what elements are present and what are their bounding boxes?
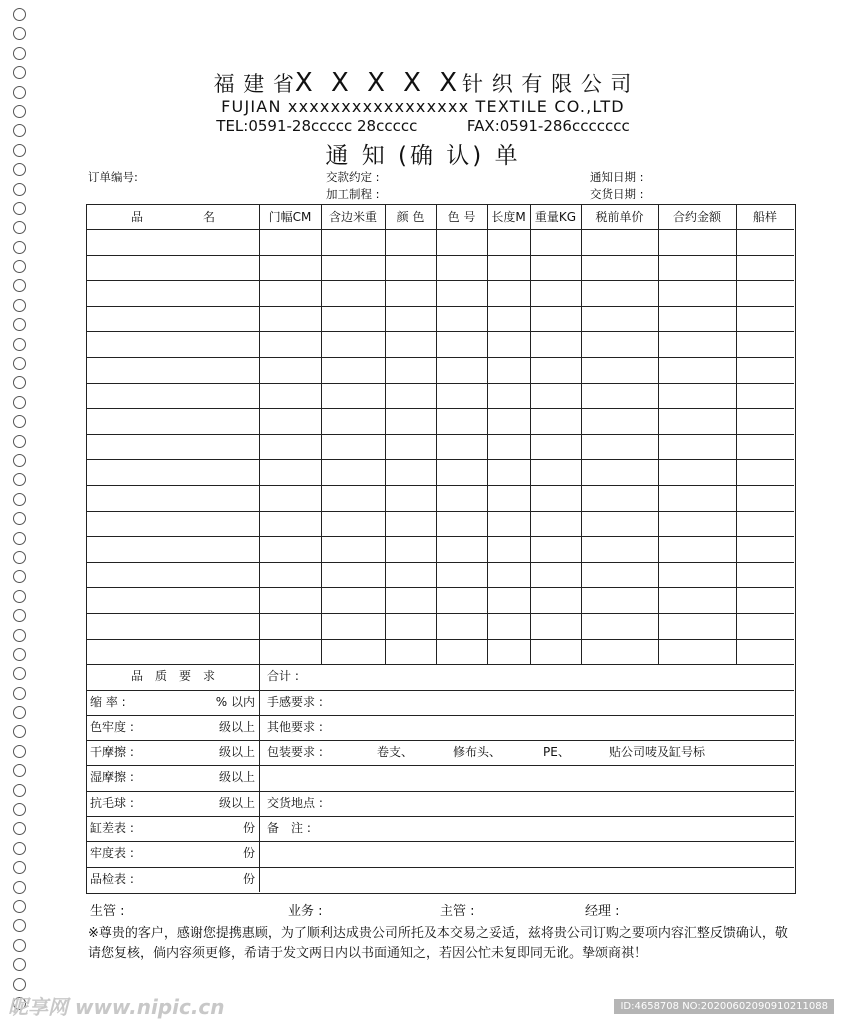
grid-hline <box>87 511 794 512</box>
quality-unit: 级以上 <box>218 770 255 785</box>
quality-unit: 份 <box>242 871 255 886</box>
punch-hole <box>13 47 26 60</box>
punch-hole <box>13 221 26 234</box>
company-prefix: 福 建 省 <box>213 72 295 96</box>
requirement-label: 备 注 : <box>267 821 311 836</box>
grid-hline <box>87 562 794 563</box>
punch-hole <box>13 978 26 991</box>
company-name <box>0 68 846 98</box>
punch-hole <box>13 183 26 196</box>
punch-hole <box>13 260 26 273</box>
company-suffix: 针 织 有 限 公 司 <box>462 72 633 96</box>
punch-hole <box>13 570 26 583</box>
quality-unit: 级以上 <box>218 719 255 734</box>
punch-hole <box>13 919 26 932</box>
grid-hline <box>87 408 794 409</box>
delivery-date-label: 交货日期 : <box>590 187 644 201</box>
quality-label: 干摩擦 : <box>90 745 134 760</box>
packing-option: 卷支、 <box>377 745 414 760</box>
signature-manager: 经理 : <box>585 904 620 919</box>
grid-hline <box>87 434 794 435</box>
punch-hole <box>13 299 26 312</box>
column-header: 船样 <box>752 210 777 224</box>
punch-hole <box>13 667 26 680</box>
quality-unit: 份 <box>242 846 255 861</box>
grid-hline <box>87 485 794 486</box>
grid-hline <box>87 613 794 614</box>
company-contact <box>0 117 846 135</box>
order-form-table <box>86 204 796 894</box>
grid-hline <box>87 229 794 230</box>
tel: TEL:0591-28ccccc 28ccccc <box>216 117 418 135</box>
company-x: X X X X X <box>294 68 463 98</box>
punch-hole <box>13 629 26 642</box>
signature-production: 生管 : <box>90 904 125 919</box>
grid-vline <box>259 664 260 892</box>
column-header: 合约金额 <box>672 210 721 224</box>
punch-hole <box>13 318 26 331</box>
grid-hline <box>87 306 794 307</box>
grid-hline <box>87 459 794 460</box>
punch-hole <box>13 512 26 525</box>
grid-hline <box>87 536 794 537</box>
notice-date-label: 通知日期 : <box>590 170 644 184</box>
punch-hole <box>13 454 26 467</box>
quality-unit: % 以内 <box>215 694 255 709</box>
punch-hole <box>13 396 26 409</box>
punch-hole <box>13 415 26 428</box>
punch-hole <box>13 202 26 215</box>
company-english-name: FUJIAN xxxxxxxxxxxxxxxxx TEXTILE CO.,LTD <box>221 97 625 116</box>
watermark-logo: 昵享网 www.nipic.cn <box>8 995 225 1019</box>
punch-hole <box>13 357 26 370</box>
document-title: 通 知 (确 认) 单 <box>325 143 521 169</box>
quality-title: 品 质 要 求 <box>130 669 215 684</box>
punch-hole <box>13 784 26 797</box>
quality-unit: 份 <box>242 821 255 836</box>
packing-option: 贴公司唛及缸号标 <box>609 745 706 760</box>
column-header: 色 号 <box>447 210 476 224</box>
grid-hline <box>87 383 794 384</box>
column-header: 品 名 <box>130 210 215 224</box>
quality-label: 抗毛球 : <box>90 795 134 810</box>
requirement-label: 交货地点 : <box>267 795 323 810</box>
punch-hole <box>13 27 26 40</box>
punch-hole <box>13 590 26 603</box>
requirement-label: 包装要求 : <box>267 745 323 760</box>
punch-hole <box>13 493 26 506</box>
total-label: 合计 : <box>267 669 299 684</box>
column-header: 含边米重 <box>328 210 377 224</box>
punch-hole <box>13 958 26 971</box>
punch-hole <box>13 687 26 700</box>
punch-hole <box>13 881 26 894</box>
punch-hole <box>13 473 26 486</box>
punch-hole <box>13 725 26 738</box>
requirement-label: 其他要求 : <box>267 719 323 734</box>
image-id-badge: ID:4658708 NO:20200602090910211088 <box>614 999 834 1014</box>
payment-label: 交款约定 : <box>326 170 380 184</box>
grid-hline <box>87 587 794 588</box>
punch-hole <box>13 822 26 835</box>
punch-hole <box>13 745 26 758</box>
punch-hole <box>13 861 26 874</box>
grid-hline <box>87 280 794 281</box>
punch-hole <box>13 609 26 622</box>
quality-label: 色牢度 : <box>90 719 134 734</box>
fax: FAX:0591-286ccccccc <box>466 117 630 135</box>
punch-hole <box>13 435 26 448</box>
quality-label: 品检表 : <box>90 871 134 886</box>
punch-hole <box>13 8 26 21</box>
signature-sales: 业务 : <box>288 904 323 919</box>
order-no-label: 订单编号: <box>88 170 138 184</box>
grid-hline <box>87 639 794 640</box>
quality-label: 牢度表 : <box>90 846 134 861</box>
packing-option: 修布头、 <box>453 745 502 760</box>
quality-unit: 级以上 <box>218 745 255 760</box>
punch-hole <box>13 764 26 777</box>
punch-hole <box>13 376 26 389</box>
quality-label: 缸差表 : <box>90 821 134 836</box>
quality-label: 缩 率 : <box>90 694 126 709</box>
column-header: 颜 色 <box>396 210 425 224</box>
punch-hole <box>13 551 26 564</box>
column-header: 长度M <box>491 210 526 224</box>
punch-hole <box>13 648 26 661</box>
column-header: 重量KG <box>534 210 577 224</box>
punch-hole <box>13 842 26 855</box>
packing-option: PE、 <box>543 745 570 760</box>
requirement-label: 手感要求 : <box>267 694 323 709</box>
punch-hole <box>13 939 26 952</box>
process-label: 加工制程 : <box>326 187 380 201</box>
grid-hline <box>87 357 794 358</box>
column-header: 门幅CM <box>268 210 312 224</box>
column-header: 税前单价 <box>595 210 644 224</box>
punch-hole <box>13 279 26 292</box>
punch-hole <box>13 900 26 913</box>
punch-hole <box>13 532 26 545</box>
quality-label: 湿摩擦 : <box>90 770 134 785</box>
signature-supervisor: 主管 : <box>440 904 475 919</box>
grid-hline <box>87 331 794 332</box>
punch-hole <box>13 706 26 719</box>
punch-hole <box>13 241 26 254</box>
quality-unit: 级以上 <box>218 795 255 810</box>
grid-hline <box>87 255 794 256</box>
punch-hole <box>13 338 26 351</box>
punch-hole <box>13 803 26 816</box>
customer-note: ※尊贵的客户，感谢您提携惠顾，为了顺利达成贵公司所托及本交易之妥适，兹将贵公司订购之要项内容汇整反馈确认，敬请您复核，倘内容须更修，希请于发文两日内以书面通知之，若因公忙未复即同无讹。挚颂商祺！ <box>88 926 788 961</box>
